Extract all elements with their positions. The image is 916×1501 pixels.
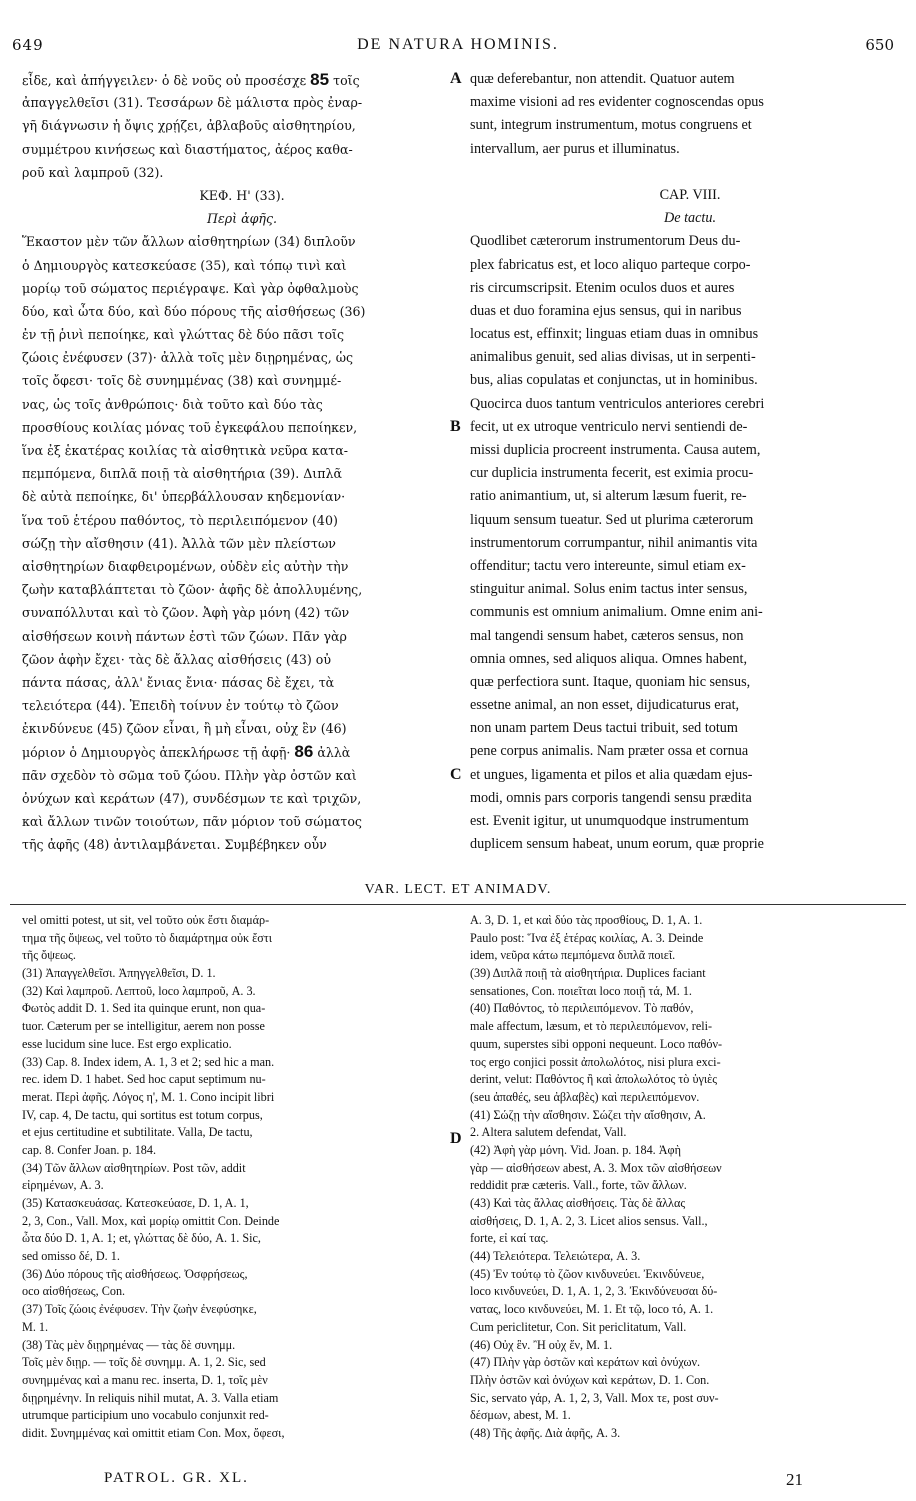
footer-series-label: PATROL. GR. XL. <box>104 1470 249 1486</box>
greek-text-line: πάντα πάσας, ἀλλ' ἔνιας ἔνια· πάσας δὲ ἔχει, τὰ <box>22 674 335 690</box>
folio-number: 86 <box>294 742 314 762</box>
note-line: (seu ἀπαθές, seu ἀβλαβὲς) καὶ περιλειπόμενον. <box>470 1089 700 1104</box>
note-line: loco κινδυνεύει, D. 1, A. 1, 2, 3. Ἐκινδύνευσαι δύ- <box>470 1284 718 1299</box>
latin-text-line: communis est omnium animalium. Omne enim ani- <box>470 604 763 621</box>
note-line: 2, 3, Con., Vall. Mox, καὶ μορίῳ omittit Con. Deinde <box>22 1213 280 1228</box>
note-line: sensationes, Con. ποιεῖται loco ποιῇ τά, M. 1. <box>470 983 692 998</box>
note-line: Τοῖς μὲν διῃρ. — τοῖς δὲ συνημμ. A. 1, 2. Sic, sed <box>22 1355 266 1370</box>
note-line: (46) Οὐχ ἓν. Ἢ οὐχ ἕν, M. 1. <box>470 1337 613 1352</box>
latin-text-line: omnia omnes, sed aliquos aliqua. Omnes habent, <box>470 650 747 667</box>
note-line: merat. Περὶ ἀφῆς. Λόγος η', M. 1. Cono incipit libri <box>22 1089 275 1104</box>
greek-text-line: ἵνα τοῦ ἑτέρου παθόντος, τὸ περιλειπόμενον (40) <box>22 512 338 528</box>
margin-marker-c: C <box>450 766 462 783</box>
latin-text-line: mal tangendi sensum habet, cæteros sensus, non <box>470 627 744 644</box>
latin-text-line: maxime visioni ad res evidenter cognoscendas opus <box>470 94 764 111</box>
greek-text-line: ἵνα ἐξ ἑκατέρας κοιλίας τὰ αἰσθητικὰ νεῦρα κατα- <box>22 443 349 458</box>
note-line: συνημμένας καὶ a manu rec. inserta, D. 1, τοῖς μὲν <box>22 1372 268 1387</box>
note-line: tuor. Cæterum per se intelligitur, aerem non posse <box>22 1019 265 1034</box>
note-line: vel omitti potest, ut sit, vel τοῦτο οὐκ ἔστι διαμάρ- <box>22 913 270 927</box>
greek-text-line: δὲ αὐτὰ πεποίηκε, δι' ὑπερβάλλουσαν κηδεμονίαν· <box>22 489 346 505</box>
latin-text-line: pene corpus animalis. Nam præter ossa et cornua <box>470 743 749 760</box>
greek-text-line: ζώοις ἐνέφυσεν (37)· ἀλλὰ τοῖς μὲν διῃρημένας, ὡς <box>22 350 354 366</box>
note-line: (35) Κατασκευάσας. Κατεσκεύασε, D. 1, A. 1, <box>22 1196 249 1210</box>
note-line: derint, velut: Παθόντος ἢ καὶ ἀπολωλότος τὸ ὑγιὲς <box>470 1072 718 1087</box>
latin-text-line: modi, omnis pars corporis tangendi sensu prædita <box>470 789 752 806</box>
note-line: τος ergo conjici possit ἀπολωλότος, nisi plura exci- <box>470 1054 721 1069</box>
page-footer <box>0 1470 916 1494</box>
greek-text-line: τοῖς ὄφεσι· τοῖς δὲ συνημμένας (38) καὶ συνημμέ- <box>22 373 342 389</box>
latin-text-line: sunt, integrum instrumentum, motus congruens et <box>470 117 752 134</box>
note-line: (45) Ἐν τούτῳ τὸ ζῶον κινδυνεύει. Ἐκινδύνευε, <box>470 1266 705 1281</box>
notes-left-column <box>22 912 460 1443</box>
note-line: 2. Altera salutem defendat, Vall. <box>470 1125 627 1140</box>
note-line: IV, cap. 4, De tactu, qui sortitus est totum corpus, <box>22 1107 263 1122</box>
note-line: cap. 8. Confer Joan. p. 184. <box>22 1142 157 1157</box>
greek-text-line: ἐκινδύνευε (45) ζῶον εἶναι, ἢ μὴ εἶναι, οὐχ ἓν (46) <box>22 721 347 737</box>
latin-text-line: fecit, ut ex utroque ventriculo nervi sentiendi de- <box>470 418 748 435</box>
note-line: (36) Δύο πόρους τῆς αἰσθήσεως. Ὀσφρήσεως, <box>22 1266 248 1281</box>
note-line: (48) Τῆς ἀφῆς. Διὰ ἀφῆς, A. 3. <box>470 1425 621 1440</box>
note-line: Sic, servato γάρ, A. 1, 2, 3, Vall. Mox τε, post συν- <box>470 1390 719 1405</box>
note-line: (43) Καὶ τὰς ἄλλας αἰσθήσεις. Τὰς δὲ ἄλλας <box>470 1196 686 1210</box>
greek-text-line: μορίῳ τοῦ σώματος περιέγραψε. Καὶ γὰρ ὀφθαλμοὺς <box>22 280 359 296</box>
latin-text-line: Quodlibet cæterorum instrumentorum Deus du- <box>470 233 741 250</box>
note-line: Πλὴν ὀστῶν καὶ ὀνύχων καὶ κεράτων, D. 1. Con. <box>470 1372 710 1387</box>
greek-text-line: προσθίους κοιλίας μόνας τοῦ ἐγκεφάλου πεποίηκεν, <box>22 419 358 435</box>
greek-text-line: αἰσθητηρίων διαφθειρομένων, οὐδὲν εἰς αὐτὴν τὴν <box>22 558 349 574</box>
latin-text-line: essetne animal, an non esset, dijudicaturus erat, <box>470 697 740 714</box>
note-line: νατας, loco κινδυνεύει, M. 1. Et τῷ, loco τό, A. 1. <box>470 1302 714 1317</box>
note-line: M. 1. <box>22 1319 49 1334</box>
greek-text-line: τῆς ἀφῆς (48) ἀντιλαμβάνεται. Συμβέβηκεν οὖν <box>22 837 327 853</box>
note-line: rec. idem D. 1 habet. Sed hoc caput septimum nu- <box>22 1072 266 1087</box>
note-line: Cum periclitetur, Con. Sit periclitatum, Vall. <box>470 1319 687 1334</box>
note-line: (41) Σώζῃ τὴν αἴσθησιν. Σώζει τὴν αἴσθησιν, A. <box>470 1107 706 1122</box>
note-line: (34) Τῶν ἄλλων αἰσθητηρίων. Post τῶν, addit <box>22 1160 246 1175</box>
latin-text-line: offenditur; tactu vero intereunte, simul etiam ex- <box>470 557 746 574</box>
greek-text-line: ἀπαγγελθεῖσι (31). Τεσσάρων δὲ μάλιστα πρὸς ἐναρ- <box>22 95 363 111</box>
latin-text-line: locatus est, effinxit; linguas etiam duas in omnibus <box>470 326 759 343</box>
greek-text-line: ὁ Δημιουργὸς κατεσκεύασε (35), καὶ τόπῳ τινὶ καὶ <box>22 257 347 273</box>
running-title: DE NATURA HOMINIS. <box>357 36 559 53</box>
greek-text-line: μόριον ὁ Δημιουργὸς ἀπεκλήρωσε τῇ ἀφῇ· 86 ἀλλὰ <box>22 742 351 762</box>
note-line: τῆς ὄψεως. <box>22 948 76 963</box>
greek-text-line: ροῦ καὶ λαμπροῦ (32). <box>22 164 164 180</box>
margin-marker-b: B <box>450 418 461 435</box>
note-line: (42) Ἀφὴ γὰρ μόνη. Vid. Joan. p. 184. Ἀφὴ <box>470 1142 681 1157</box>
latin-text-line: instrumentorum corrumpantur, nihil animantis vita <box>470 534 758 551</box>
note-line: (44) Τελειότερα. Τελειώτερα, A. 3. <box>470 1249 641 1264</box>
note-line: ὦτα δύο D. 1, A. 1; et, γλώττας δὲ δύο, A. 1. Sic, <box>22 1231 261 1246</box>
note-line: δέσμων, abest, M. 1. <box>470 1408 571 1423</box>
greek-text-column <box>22 68 462 856</box>
note-line: Paulo post: Ἵνα ἐξ ἑτέρας κοιλίας, A. 3. Deinde <box>470 930 704 945</box>
page-number-right: 650 <box>865 36 894 54</box>
note-line: (40) Παθόντος, τὸ περιλειπόμενον. Τὸ παθόν, <box>470 1001 694 1016</box>
note-line: et ejus certitudine et subtilitate. Valla, De tactu, <box>22 1125 253 1140</box>
greek-text-line: αἰσθήσεων κοινὴ πάντων ἐστὶ τῶν ζώων. Πᾶν γὰρ <box>22 628 347 644</box>
greek-text-line: τελειότερα (44). Ἐπειδὴ τοίνυν ἐν τούτῳ τὸ ζῶον <box>22 698 339 714</box>
note-line: A. 3, D. 1, et καὶ δύο τὰς προσθίους, D. 1, A. 1. <box>470 913 703 927</box>
latin-text-line: quæ deferebantur, non attendit. Quatuor autem <box>470 71 735 87</box>
margin-marker-d: D <box>450 1130 462 1147</box>
greek-text-line: γῆ διάγνωσιν ἡ ὄψις χρῄζει, ἀβλαβοῦς αἰσθητηρίου, <box>22 118 356 134</box>
greek-text-line: δύο, καὶ ὦτα δύο, καὶ δύο πόρους τῆς αἰσθήσεως (36) <box>22 303 366 319</box>
latin-text-line: intervallum, aer purus et illuminatus. <box>470 140 680 157</box>
latin-text-line: liquum sensum tueatur. Sed ut plurima cæterorum <box>470 511 754 528</box>
latin-text-line: cur duplicia instrumenta fecerit, est eximia procu- <box>470 465 754 482</box>
latin-text-line: Quocirca duos tantum ventriculos anteriores cerebri <box>470 395 765 412</box>
note-line: quum, superstes sibi opponi nequeunt. Loco παθόν- <box>470 1036 723 1051</box>
note-line: Φωτὸς addit D. 1. Sed ita quinque erunt, non qua- <box>22 1001 266 1016</box>
greek-text-line: πᾶν σχεδὸν τὸ σῶμα τοῦ ζώου. Πλὴν γὰρ ὀστῶν καὶ <box>22 767 357 783</box>
notes-section-title: VAR. LECT. ET ANIMADV. <box>364 882 552 897</box>
greek-text-line: ΚΕΦ. Η' (33). <box>199 187 285 203</box>
note-line: forte, εἰ καί τας. <box>470 1231 549 1246</box>
note-line: (33) Cap. 8. Index idem, A. 1, 3 et 2; sed hic a man. <box>22 1054 275 1069</box>
latin-text-line: duas et duo foramina ejus sensus, qui in naribus <box>470 302 742 319</box>
page-header <box>0 28 916 58</box>
footer-signature-number: 21 <box>786 1470 803 1489</box>
note-line: (31) Ἀπαγγελθεῖσι. Ἀπηγγελθεῖσι, D. 1. <box>22 966 216 981</box>
latin-text-line: plex fabricatus est, et loco aliquo parteque corpo- <box>470 256 751 273</box>
note-line: γὰρ — αἰσθήσεων abest, A. 3. Mox τῶν αἰσθήσεων <box>470 1160 722 1175</box>
note-line: αἰσθήσεις, D. 1, A. 2, 3. Licet alios sensus. Vall., <box>470 1213 708 1228</box>
note-line: εἰρημένων, A. 3. <box>22 1178 104 1193</box>
note-line: idem, νεῦρα κάτω πεμπόμενα διπλᾶ ποιεῖ. <box>470 948 676 963</box>
note-line: male affectum, læsum, et τὸ περιλειπόμενον, reli- <box>470 1019 713 1034</box>
latin-text-line: bus, alias copulatas et conjunctas, ut in hominibus. <box>470 372 758 389</box>
greek-text-line: ζωὴν καταβλάπτεται τὸ ζῶον· ἀφῆς δὲ ἀπολλυμένης, <box>22 582 363 598</box>
note-line: esse lucidum sine luce. Est ergo explicatio. <box>22 1036 232 1051</box>
greek-text-line: νας, ὡς τοῖς ἀνθρώποις· διὰ τοῦτο καὶ δύο τὰς <box>22 396 323 412</box>
latin-text-line: quæ perfectiora sunt. Itaque, quoniam hic sensus, <box>470 673 751 690</box>
note-line: (39) Διπλᾶ ποιῇ τὰ αἰσθητήρια. Duplices faciant <box>470 966 706 981</box>
latin-text-line: ris circumscripsit. Etenim oculos duos et aures <box>470 279 735 296</box>
latin-text-line: animalibus genuit, sed alias divisas, ut in serpenti- <box>470 349 756 366</box>
note-line: (38) Τὰς μὲν διῃρημένας — τὰς δὲ συνημμ. <box>22 1337 236 1352</box>
latin-text-line: CAP. VIII. <box>659 186 721 203</box>
note-line: διῃρημένην. In reliquis nihil mutat, A. 3. Valla etiam <box>22 1390 279 1405</box>
note-line: oco αἰσθήσεως, Con. <box>22 1284 126 1299</box>
latin-text-line: est. Evenit igitur, ut unumquodque instrumentum <box>470 813 749 829</box>
latin-text-line: duplicem sensum habeat, unum eorum, quæ proprie <box>470 836 764 853</box>
greek-text-line: σώζῃ τὴν αἴσθησιν (41). Ἀλλὰ τῶν μὲν πλείστων <box>22 535 336 551</box>
note-line: (47) Πλὴν γὰρ ὀστῶν καὶ κεράτων καὶ ὀνύχων. <box>470 1355 701 1370</box>
greek-text-line: ὀνύχων καὶ κεράτων (47), συνδέσμων τε καὶ τριχῶν, <box>22 790 362 806</box>
latin-text-line: missi duplicia procreent instrumenta. Causa autem, <box>470 442 761 458</box>
note-line: sed omisso δέ, D. 1. <box>22 1249 120 1264</box>
page-number-left: 649 <box>12 36 44 54</box>
greek-text-line: συμμέτρου κινήσεως καὶ διαστήματος, ἀέρος καθα- <box>22 141 353 157</box>
latin-text-column <box>470 68 910 856</box>
note-line: reddidit præ cæteris. Vall., forte, τῶν ἄλλων. <box>470 1178 687 1193</box>
latin-text-line: stinguitur animal. Solus enim tactus inter sensus, <box>470 581 748 598</box>
latin-text-line: De tactu. <box>663 210 716 227</box>
latin-text-line: et ungues, ligamenta et pilos et alia quædam ejus- <box>470 766 753 783</box>
greek-text-line: Περὶ ἀφῆς. <box>206 211 277 227</box>
greek-text-line: καὶ ἄλλων τινῶν τοιούτων, πᾶν μόριον τοῦ σώματος <box>22 814 362 829</box>
note-line: didit. Συνημμένας καὶ omittit etiam Con. Mox, ὄφεσι, <box>22 1425 285 1440</box>
note-line: (32) Καὶ λαμπροῦ. Λεπτοῦ, loco λαμπροῦ, A. 3. <box>22 983 256 998</box>
note-line: τημα τῆς ὄψεως, vel τοῦτο τὸ διαμάρτημα οὐκ ἔστι <box>22 930 273 945</box>
note-line: utrumque participium uno vocabulo conjunxit red- <box>22 1408 269 1423</box>
latin-text-line: ratio animantium, ut, si alterum læsum fuerit, re- <box>470 488 747 505</box>
greek-text-line: Ἕκαστον μὲν τῶν ἄλλων αἰσθητηρίων (34) διπλοῦν <box>22 234 356 250</box>
note-line: (37) Τοῖς ζώοις ἐνέφυσεν. Τὴν ζωὴν ἐνεφύσηκε, <box>22 1302 257 1317</box>
margin-marker-a: A <box>450 70 462 87</box>
notes-right-column <box>470 912 908 1443</box>
greek-text-line: συναπόλλυται καὶ τὸ ζῶον. Ἀφὴ γὰρ μόνη (42) τῶν <box>22 605 350 621</box>
folio-number: 85 <box>310 70 330 89</box>
latin-text-line <box>470 161 910 184</box>
greek-text-line: εἶδε, καὶ ἀπήγγειλεν· ὁ δὲ νοῦς οὐ προσέσχε 85 τοῖς <box>22 70 360 89</box>
greek-text-line: πεμπόμενα, διπλᾶ ποιῇ τὰ αἰσθητήρια (39). Διπλᾶ <box>22 466 343 482</box>
greek-text-line: ζῶον ἁφὴν ἔχει· τὰς δὲ ἄλλας αἰσθήσεις (43) οὐ <box>22 651 331 667</box>
latin-text-line: non unam partem Deus tactui tribuit, sed totum <box>470 720 738 737</box>
greek-text-line: ἐν τῇ ῥινὶ πεποίηκε, καὶ γλώττας δὲ δύο πᾶσι τοῖς <box>22 327 345 343</box>
notes-divider-rule <box>10 904 906 905</box>
